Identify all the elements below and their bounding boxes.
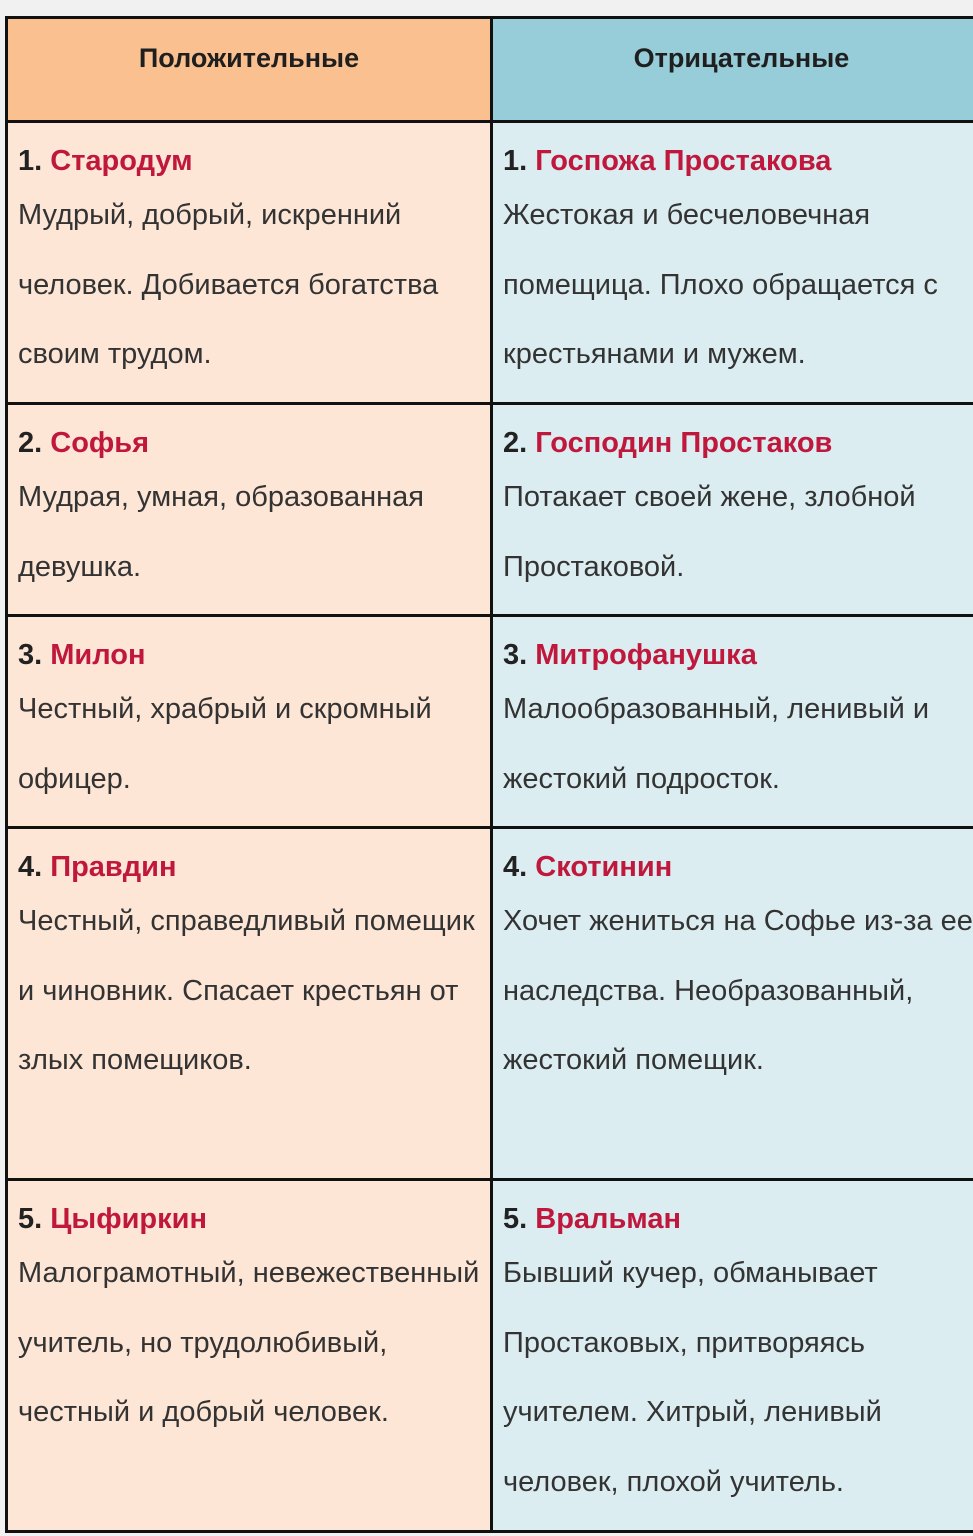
characters-table [5, 16, 973, 1533]
positive-cell [7, 828, 492, 1180]
character-name: Милон [50, 639, 146, 671]
negative-cell [492, 1180, 973, 1532]
character-name: Господин Простаков [535, 427, 833, 459]
table-row [7, 616, 973, 828]
table-row [7, 122, 973, 404]
character-number: 4. [503, 851, 528, 883]
negative-cell [492, 404, 973, 616]
character-name: Вральман [535, 1203, 682, 1235]
table-row [7, 828, 973, 1180]
character-description: Потакает своей жене, злобной Простаковой. [503, 481, 916, 583]
character-number: 3. [18, 639, 43, 671]
character-name: Госпожа Простакова [535, 145, 832, 177]
character-name: Софья [50, 427, 150, 459]
character-description: Малообразованный, ленивый и жестокий подросток. [503, 693, 930, 795]
character-number: 4. [18, 851, 43, 883]
table-header-row [7, 18, 973, 122]
character-number: 1. [18, 145, 43, 177]
header-negative: Отрицательные [492, 18, 973, 122]
negative-cell [492, 122, 973, 404]
character-number: 2. [18, 427, 43, 459]
character-number: 2. [503, 427, 528, 459]
table-row [7, 404, 973, 616]
negative-cell [492, 828, 973, 1180]
character-number: 3. [503, 639, 528, 671]
character-description: Жестокая и бесчеловечная помещица. Плохо обращается с крестьянами и мужем. [503, 199, 938, 370]
character-description: Бывший кучер, обманывает Простаковых, притворяясь учителем. Хитрый, ленивый человек, плохой учитель. [503, 1257, 882, 1498]
positive-cell [7, 616, 492, 828]
character-number: 5. [18, 1203, 43, 1235]
positive-cell [7, 404, 492, 616]
character-description: Малограмотный, невежественный учитель, но трудолюбивый, честный и добрый человек. [18, 1257, 480, 1428]
character-number: 5. [503, 1203, 528, 1235]
character-description: Мудрый, добрый, искренний человек. Добивается богатства своим трудом. [18, 199, 439, 370]
character-name: Скотинин [535, 851, 673, 883]
character-description: Честный, храбрый и скромный офицер. [18, 693, 432, 795]
character-description: Хочет жениться на Софье из-за ее наследства. Необразованный, жестокий помещик. [503, 905, 973, 1076]
table-row [7, 1180, 973, 1532]
character-description: Честный, справедливый помещик и чиновник. Спасает крестьян от злых помещиков. [18, 905, 475, 1076]
character-number: 1. [503, 145, 528, 177]
positive-cell [7, 122, 492, 404]
positive-cell [7, 1180, 492, 1532]
header-positive: Положительные [7, 18, 492, 122]
character-name: Митрофанушка [535, 639, 757, 671]
character-name: Правдин [50, 851, 177, 883]
negative-cell [492, 616, 973, 828]
character-name: Стародум [50, 145, 193, 177]
character-name: Цыфиркин [50, 1203, 207, 1235]
character-description: Мудрая, умная, образованная девушка. [18, 481, 424, 583]
